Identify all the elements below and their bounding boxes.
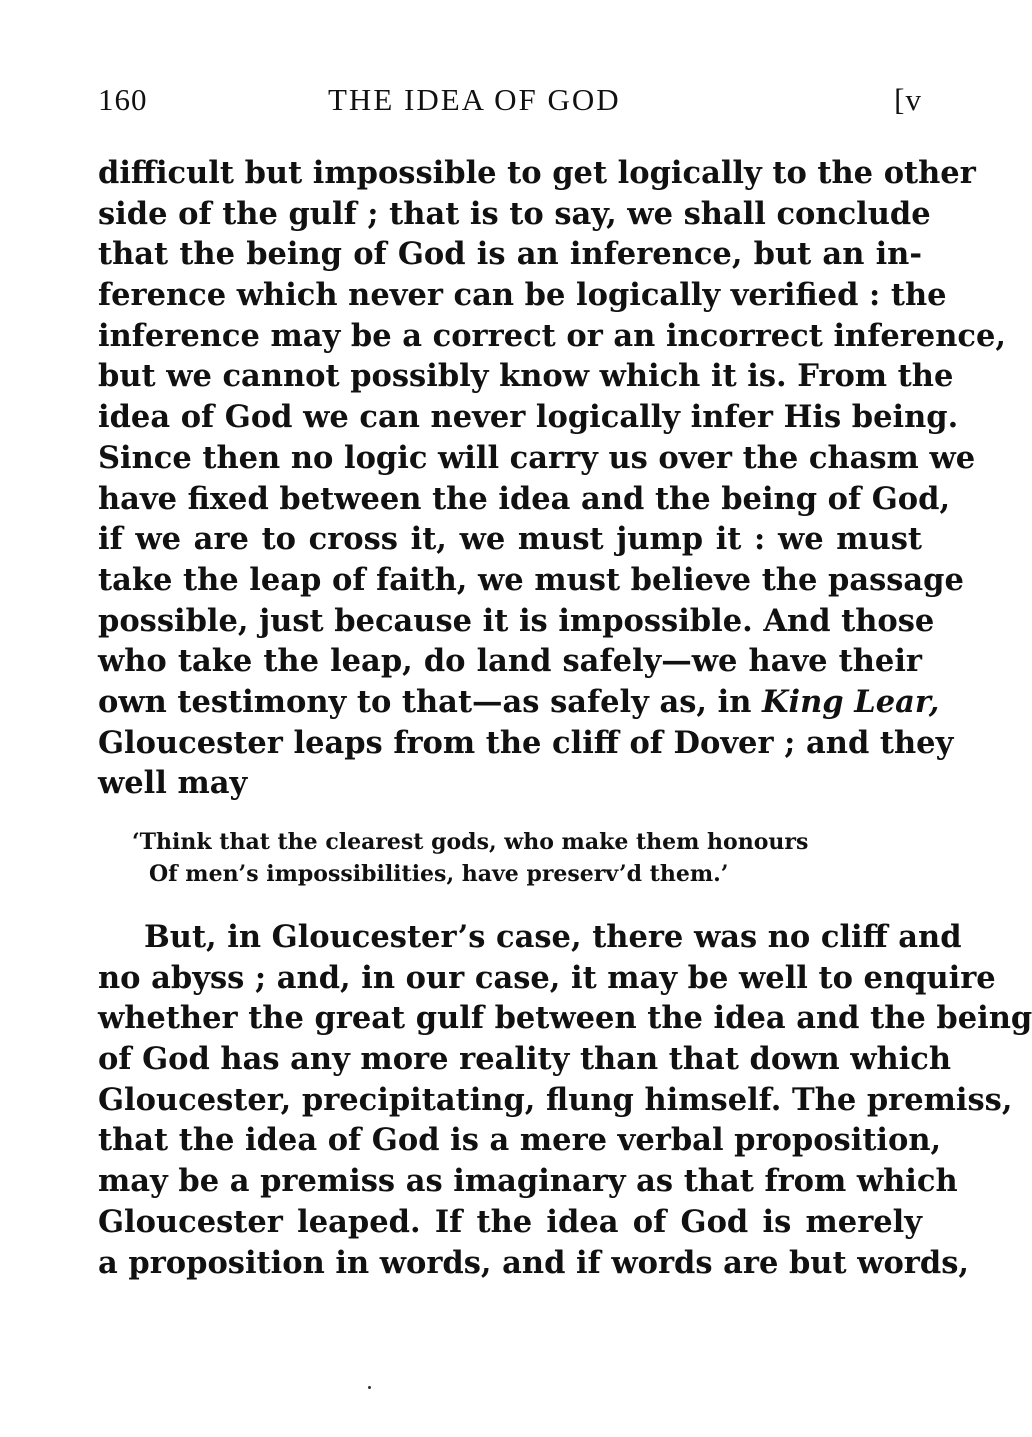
text-line: if we are to cross it, we must jump it : we must [98,521,922,558]
text-line: But, in Gloucester’s case, there was no cliff and [144,919,962,955]
chapter-mark: [v [894,82,922,117]
paragraph-2 [98,917,1032,1283]
text-line: side of the gulf ; that is to say, we shall conclude [98,195,931,232]
text-line: who take the leap, do land safely—we have their [98,643,922,680]
text-line: that the being of God is an inference, but an in- [98,236,922,273]
quote-line: Of men’s impossibilities, have preserv’d them.’ [149,861,729,887]
text-line: possible, just because it is impossible. And those [98,602,935,639]
text-line: Since then no logic will carry us over the chasm we [98,439,976,476]
text-line: inference may be a correct or an incorrect inference, [98,317,1006,354]
page-number: 160 [98,82,148,117]
text-line: Gloucester leaps from the cliff of Dover ; and they [98,724,954,761]
text-line: have fixed between the idea and the being of God, [98,480,951,517]
text-line: well may [98,765,248,802]
text-line: idea of God we can never logically infer His being. [98,399,959,436]
text-line: Gloucester leaped. If the idea of God is merely [98,1203,922,1240]
text-line: ference which never can be logically verified : the [98,277,947,314]
block-quote [132,826,912,890]
print-speck [368,1386,371,1389]
paragraph-1 [98,153,1006,804]
text-segment: own testimony to that—as safely as, in [98,683,752,720]
italic-title: King Lear, [762,683,940,720]
text-line: a proposition in words, and if words are but words, [98,1244,969,1281]
text-line: Gloucester, precipitating, flung himself. The premiss, [98,1081,1013,1118]
running-header [98,82,922,122]
text-line-with-title [98,682,940,723]
text-line: but we cannot possibly know which it is. From the [98,358,954,395]
quote-line: ‘Think that the clearest gods, who make them honours [132,829,809,855]
text-line: whether the great gulf between the idea and the being [98,1000,1032,1037]
text-line: difficult but impossible to get logically to the other [98,155,976,191]
text-line: take the leap of faith, we must believe the passage [98,561,964,598]
text-line: of God has any more reality than that down which [98,1041,952,1078]
text-line: that the idea of God is a mere verbal proposition, [98,1122,942,1159]
running-title: THE IDEA OF GOD [328,82,621,117]
text-line: may be a premiss as imaginary as that from which [98,1163,958,1200]
text-line: no abyss ; and, in our case, it may be well to enquire [98,959,996,996]
